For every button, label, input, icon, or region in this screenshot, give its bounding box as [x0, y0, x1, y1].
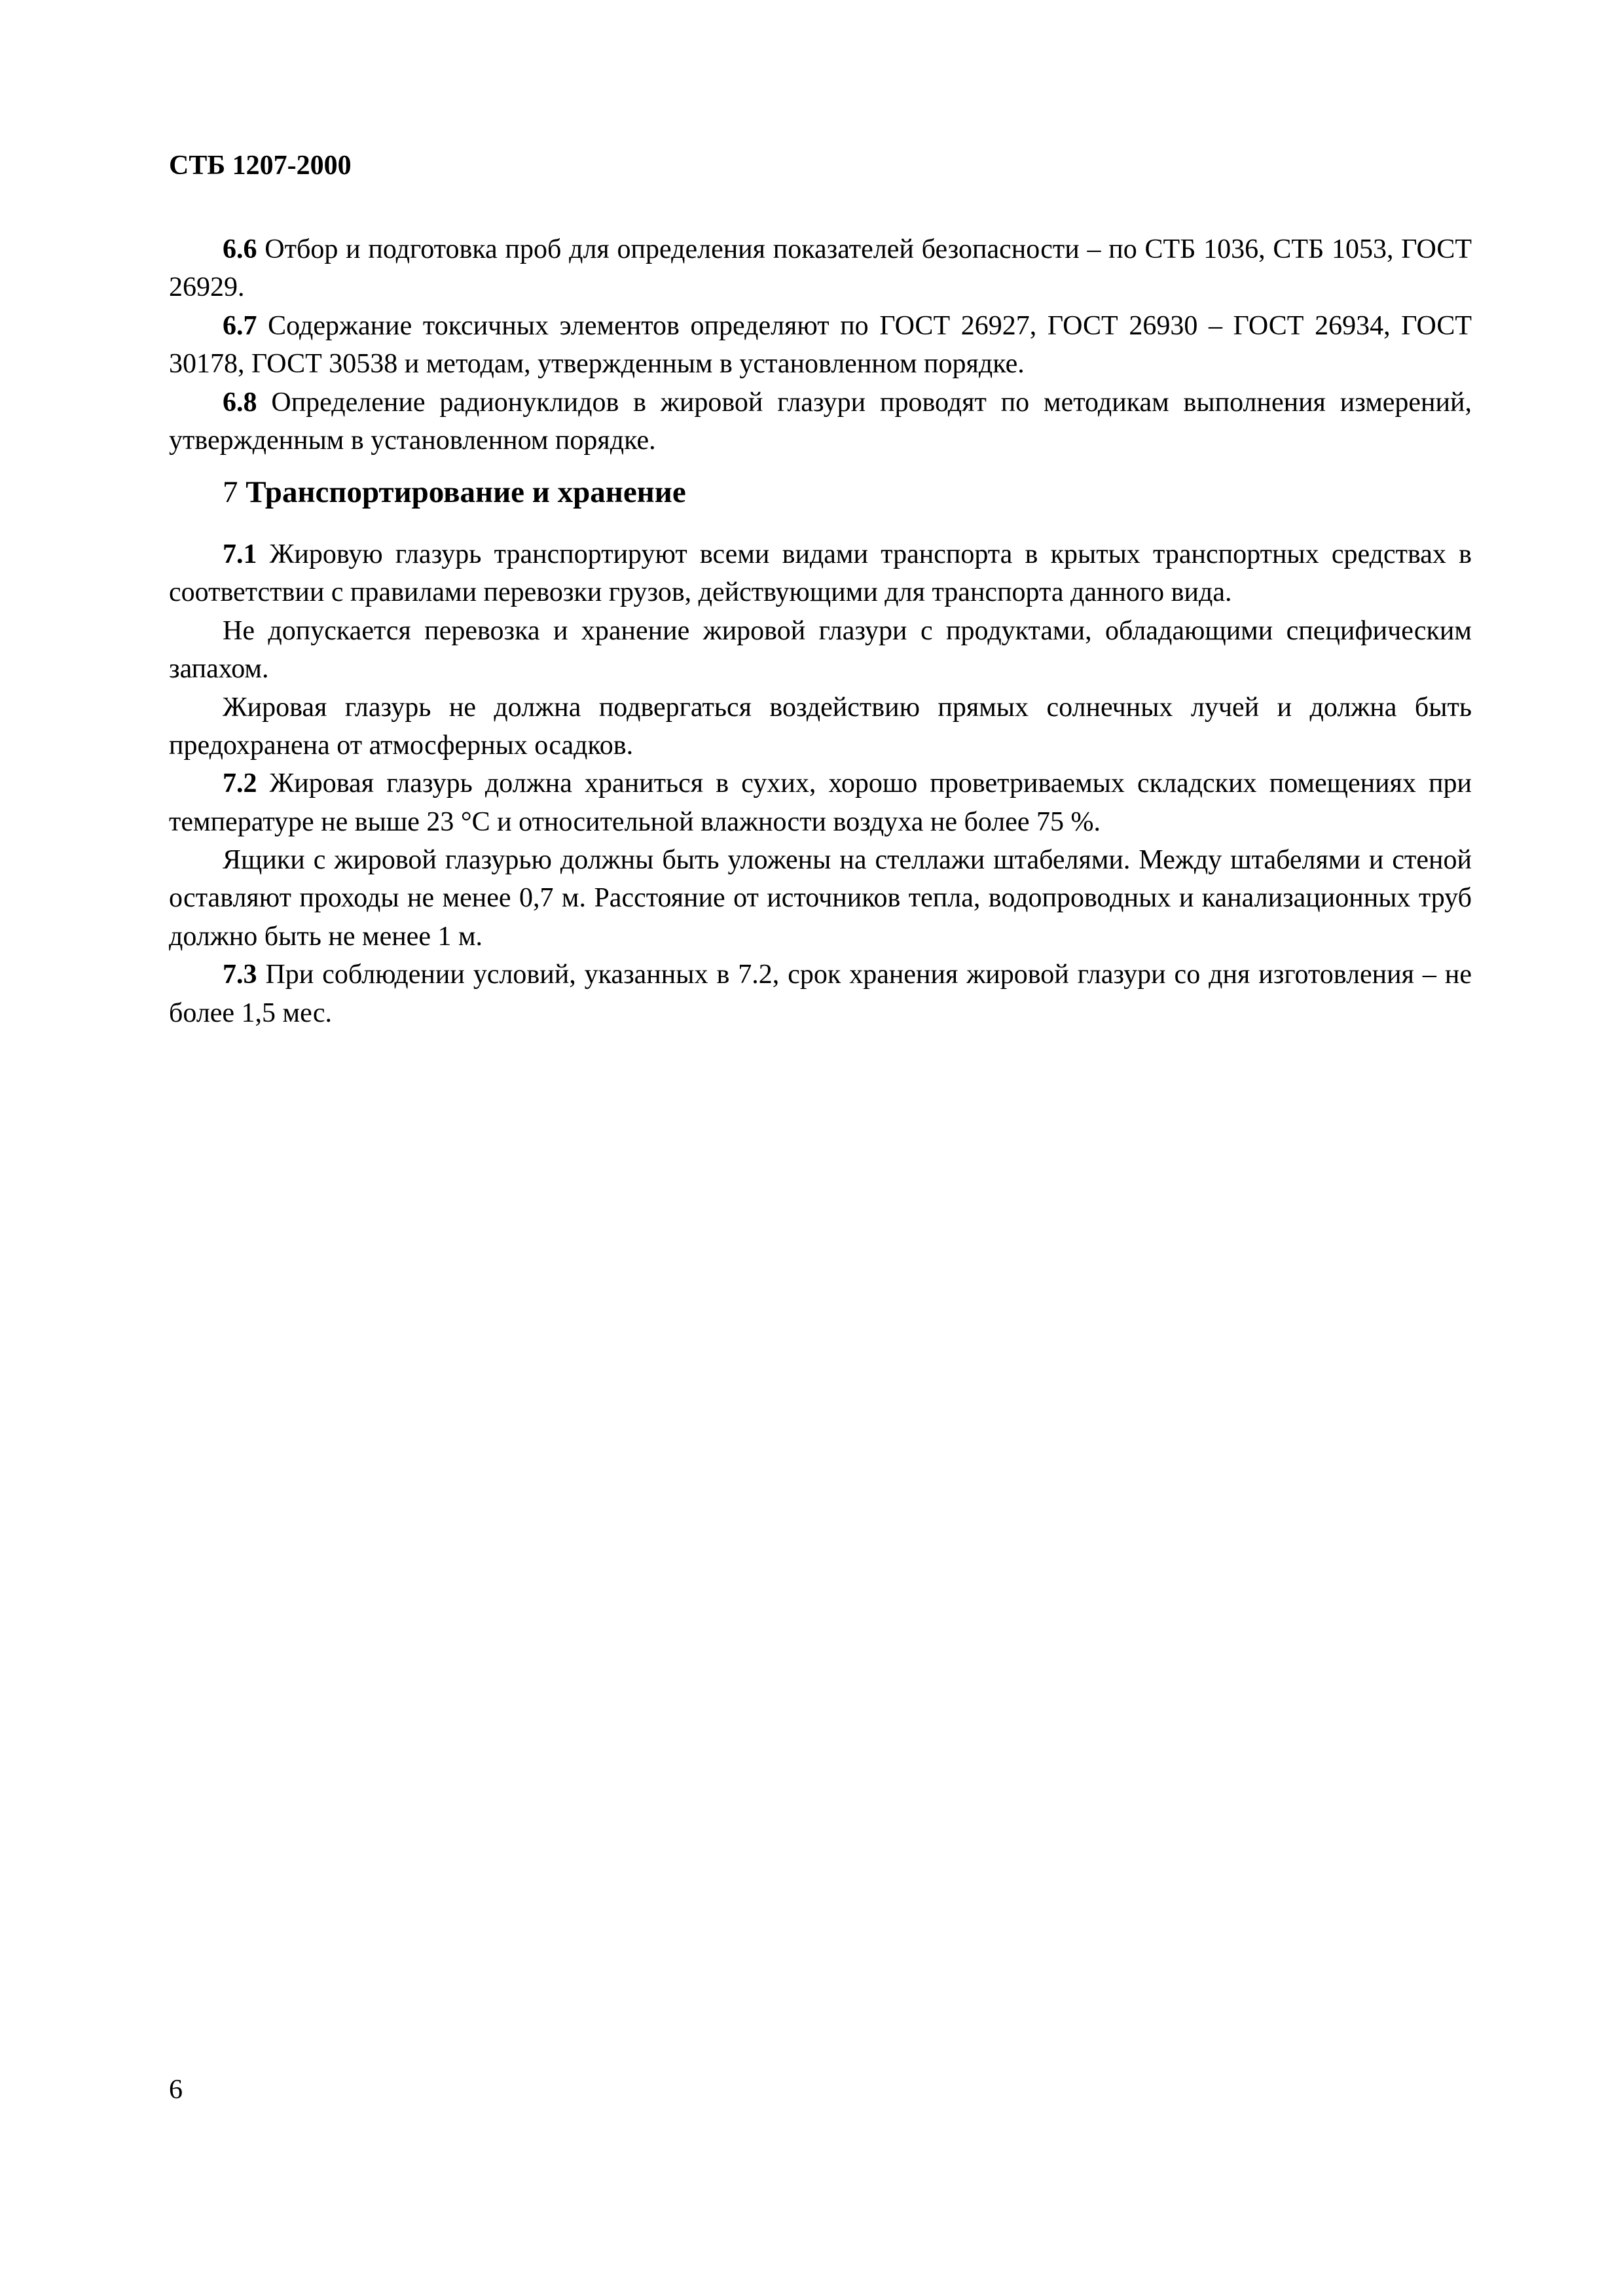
standard-code-header: СТБ 1207-2000	[169, 151, 352, 181]
paragraph-text: Определение радионуклидов в жировой глазури проводят по методикам выполнения измерений, утвержденным в установленном порядке.	[169, 387, 1472, 456]
section-number: 7	[223, 475, 238, 509]
paragraph-text: Ящики с жировой глазурью должны быть уложены на стеллажи штабелями. Между штабелями и стеной оставляют проходы не менее 0,7 м. Расстояние от источников тепла, водопроводных и канализационных труб должно быть не менее 1 м.	[169, 845, 1472, 952]
paragraph-7-2-stacking	[169, 841, 1472, 956]
paragraph-number: 7.3	[223, 960, 257, 990]
paragraph-number: 6.7	[223, 310, 257, 341]
page-number: 6	[169, 2075, 183, 2105]
paragraph-7-1-transport-restriction	[169, 612, 1472, 689]
paragraph-text: Жировую глазурь транспортируют всеми видами транспорта в крытых транспортных средствах в соответствии с правилами перевозки грузов, действующими для транспорта данного вида.	[169, 539, 1472, 608]
paragraph-number: 6.8	[223, 387, 257, 418]
section-7-block	[169, 535, 1472, 1032]
paragraph-text: При соблюдении условий, указанных в 7.2, срок хранения жировой глазури со дня изготовления – не более 1,5 мес.	[169, 960, 1472, 1028]
paragraph-text: Не допускается перевозка и хранение жировой глазури с продуктами, обладающими специфическим запахом.	[169, 615, 1472, 685]
section-7-title	[223, 474, 686, 511]
paragraph-6-7	[169, 307, 1472, 384]
paragraph-text: Жировая глазурь должна храниться в сухих, хорошо проветриваемых складских помещениях при температуре не выше 23 °С и относительной влажности воздуха не более 75 %.	[169, 768, 1472, 837]
paragraph-number: 6.6	[223, 234, 257, 264]
paragraph-text: Жировая глазурь не должна подвергаться воздействию прямых солнечных лучей и должна быть предохранена от атмосферных осадков.	[169, 692, 1472, 761]
paragraph-text: Содержание токсичных элементов определяют по ГОСТ 26927, ГОСТ 26930 – ГОСТ 26934, ГОСТ 30178, ГОСТ 30538 и методам, утвержденным в установленном порядке.	[169, 310, 1472, 380]
paragraph-number: 7.1	[223, 539, 257, 569]
paragraph-7-3	[169, 956, 1472, 1032]
paragraph-6-6	[169, 230, 1472, 307]
section-6-block	[169, 230, 1472, 459]
paragraph-7-1	[169, 535, 1472, 612]
paragraph-number: 7.2	[223, 768, 257, 799]
paragraph-text: Отбор и подготовка проб для определения показателей безопасности – по СТБ 1036, СТБ 1053, ГОСТ 26929.	[169, 234, 1472, 303]
paragraph-7-2	[169, 764, 1472, 841]
paragraph-6-8	[169, 384, 1472, 460]
section-title-text: Транспортирование и хранение	[246, 475, 686, 509]
paragraph-7-1-sunlight	[169, 689, 1472, 765]
